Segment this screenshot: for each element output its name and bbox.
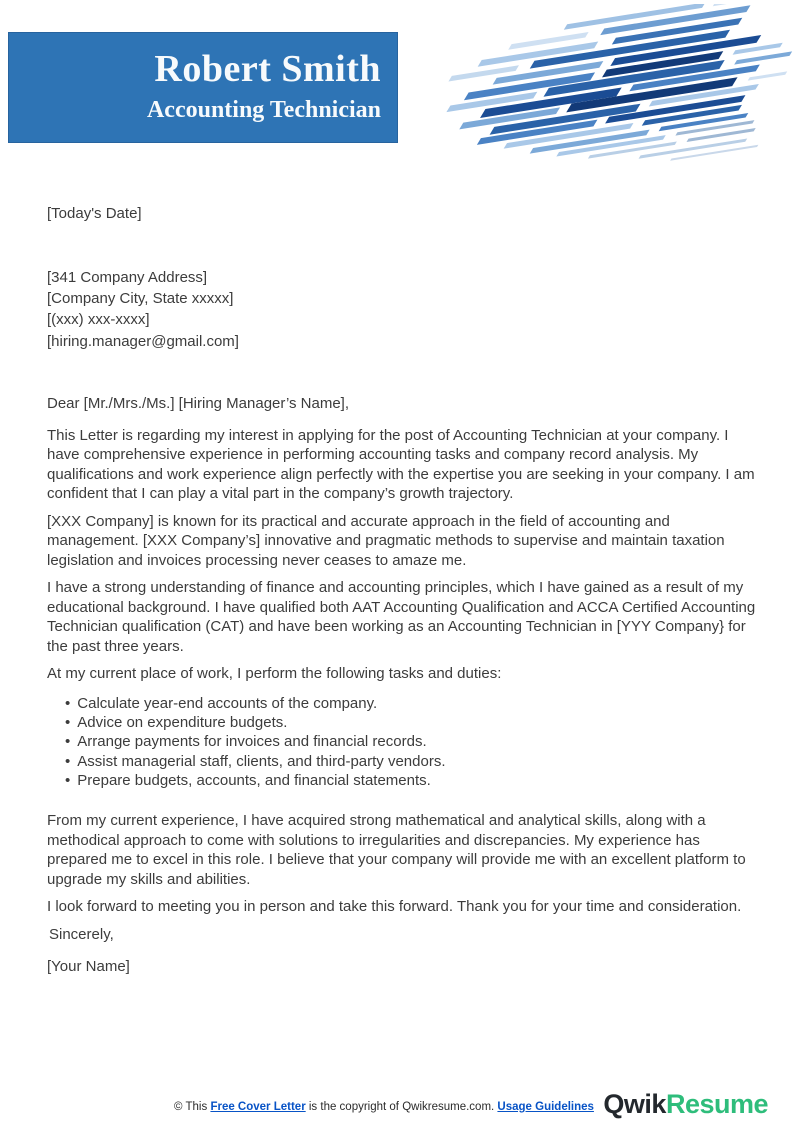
signature: [Your Name] (47, 958, 130, 976)
letter-paragraph-1: This Letter is regarding my interest in applying for the post of Accounting Technician at your company. I have comprehensive experience in performing accounting tasks and company record analysis. My qualifications and work experience align perfectly with the expertise you are seeking in your company. I am confident that I can play a vital part in the company’s growth trajectory. (47, 426, 755, 503)
person-name: Robert Smith (154, 48, 381, 90)
letter-paragraph-4: From my current experience, I have acquired strong mathematical and analytical skills, along with a methodical approach to come with solutions to irregularities and discrepancies. My experience has prepared me to excel in this role. I believe that your company will provide me with an excellent platform to upgrade my skills and abilities. (47, 812, 746, 888)
qwikresume-logo-resume: Resume (665, 1089, 768, 1119)
letter-paragraph-3: I have a strong understanding of finance and accounting principles, which I have gained as a result of my educational background. I have qualified both AAT Accounting Qualification and ACCA Certified Accounting Technician qualification (CAT) and have been working as an Accounting Technician in [YYY Company} for the past three years. (47, 579, 756, 655)
address-line-phone: [(xxx) xxx-xxxx] (47, 311, 150, 329)
duty-item: • Assist managerial staff, clients, and third-party vendors. (65, 752, 759, 771)
duty-item: • Calculate year-end accounts of the company. (65, 694, 759, 713)
salutation: Dear [Mr./Mrs./Ms.] [Hiring Manager’s Name], (47, 395, 350, 413)
copyright-middle: is the copyright of Qwikresume.com. (308, 1101, 495, 1113)
duty-item: • Prepare budgets, accounts, and financial statements. (65, 771, 759, 790)
address-line-email: [hiring.manager@gmail.com] (47, 332, 239, 350)
letter-body (47, 204, 759, 977)
person-title: Accounting Technician (146, 97, 381, 123)
qwikresume-logo-qwik: Qwik (603, 1089, 666, 1119)
signoff: Sincerely, (49, 925, 114, 943)
address-line-city: [Company City, State xxxxx] (47, 289, 234, 307)
header-banner (8, 32, 398, 143)
date-line: [Today's Date] (47, 205, 142, 222)
letter-paragraph-2: [XXX Company] is known for its practical and accurate approach in the field of accounting and management. [XXX Company’s] innovative and pragmatic methods to supervise and maintain taxation legislation and invoices processing never ceases to amaze me. (47, 512, 725, 569)
letter-paragraph-5: I look forward to meeting you in person and take this forward. Thank you for your time and consideration. (47, 898, 742, 916)
duties-list (47, 694, 759, 790)
copyright-prefix: © This (174, 1101, 208, 1113)
blue-streaks-logo-icon (428, 4, 796, 176)
duties-intro: At my current place of work, I perform the following tasks and duties: (47, 665, 502, 683)
duty-item: • Arrange payments for invoices and financial records. (65, 732, 759, 751)
recipient-address-block (47, 267, 759, 353)
qwikresume-logo (603, 1089, 768, 1120)
free-cover-letter-link[interactable]: Free Cover Letter (210, 1101, 306, 1113)
duty-item: • Advice on expenditure budgets. (65, 713, 759, 732)
address-line-street: [341 Company Address] (47, 268, 208, 286)
usage-guidelines-link[interactable]: Usage Guidelines (497, 1101, 594, 1113)
